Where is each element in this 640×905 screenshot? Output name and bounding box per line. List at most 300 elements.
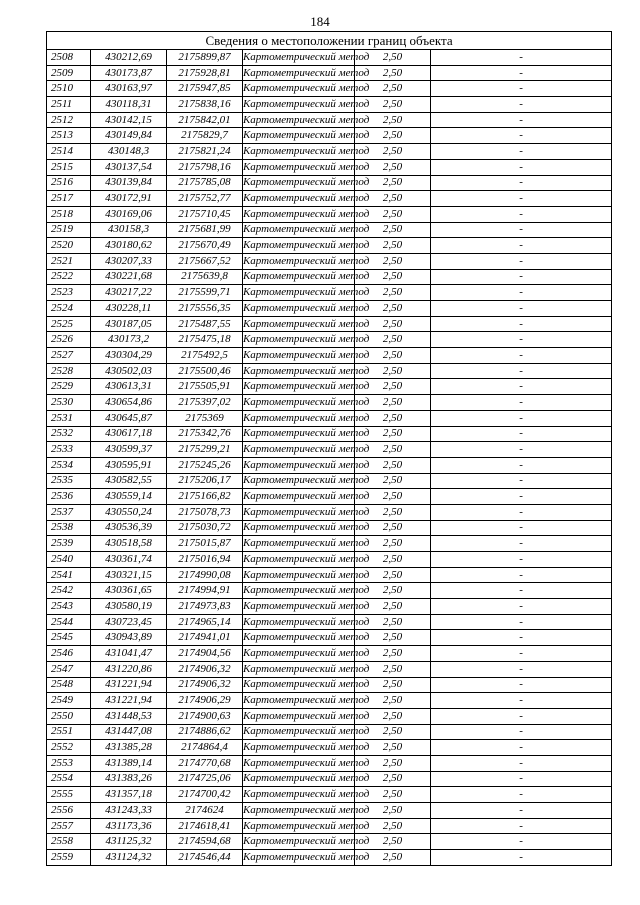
description-cell: - — [431, 646, 612, 662]
table-row — [47, 599, 612, 615]
description-cell: - — [431, 175, 612, 191]
y-coordinate-cell: 2174990,08 — [167, 567, 243, 583]
x-coordinate-cell: 430645,87 — [91, 410, 167, 426]
table-row — [47, 552, 612, 568]
description-cell: - — [431, 724, 612, 740]
accuracy-cell: 2,50 — [355, 787, 431, 803]
table-row — [47, 787, 612, 803]
accuracy-cell: 2,50 — [355, 175, 431, 191]
point-number-cell: 2552 — [47, 740, 91, 756]
y-coordinate-cell: 2175599,71 — [167, 285, 243, 301]
description-cell: - — [431, 614, 612, 630]
accuracy-cell: 2,50 — [355, 222, 431, 238]
accuracy-cell: 2,50 — [355, 50, 431, 66]
y-coordinate-cell: 2175166,82 — [167, 489, 243, 505]
table-row — [47, 457, 612, 473]
table-row — [47, 50, 612, 66]
method-cell: Картометрический метод — [243, 504, 355, 520]
x-coordinate-cell: 431041,47 — [91, 646, 167, 662]
description-cell: - — [431, 787, 612, 803]
method-cell: Картометрический метод — [243, 253, 355, 269]
y-coordinate-cell: 2174624 — [167, 803, 243, 819]
x-coordinate-cell: 430228,11 — [91, 301, 167, 317]
method-cell: Картометрический метод — [243, 301, 355, 317]
table-row — [47, 175, 612, 191]
method-cell: Картометрический метод — [243, 850, 355, 866]
y-coordinate-cell: 2175899,87 — [167, 50, 243, 66]
y-coordinate-cell: 2175838,16 — [167, 97, 243, 113]
table-row — [47, 301, 612, 317]
y-coordinate-cell: 2174973,83 — [167, 599, 243, 615]
y-coordinate-cell: 2175928,81 — [167, 65, 243, 81]
x-coordinate-cell: 430617,18 — [91, 426, 167, 442]
table-row — [47, 489, 612, 505]
point-number-cell: 2533 — [47, 442, 91, 458]
description-cell: - — [431, 269, 612, 285]
x-coordinate-cell: 431173,36 — [91, 818, 167, 834]
x-coordinate-cell: 430118,31 — [91, 97, 167, 113]
point-number-cell: 2509 — [47, 65, 91, 81]
table-row — [47, 379, 612, 395]
x-coordinate-cell: 430550,24 — [91, 504, 167, 520]
method-cell: Картометрический метод — [243, 50, 355, 66]
description-cell: - — [431, 426, 612, 442]
point-number-cell: 2508 — [47, 50, 91, 66]
y-coordinate-cell: 2174886,62 — [167, 724, 243, 740]
point-number-cell: 2541 — [47, 567, 91, 583]
table-row — [47, 191, 612, 207]
point-number-cell: 2540 — [47, 552, 91, 568]
x-coordinate-cell: 431125,32 — [91, 834, 167, 850]
point-number-cell: 2516 — [47, 175, 91, 191]
description-cell: - — [431, 473, 612, 489]
table-row — [47, 708, 612, 724]
accuracy-cell: 2,50 — [355, 583, 431, 599]
description-cell: - — [431, 457, 612, 473]
method-cell: Картометрический метод — [243, 457, 355, 473]
method-cell: Картометрический метод — [243, 410, 355, 426]
y-coordinate-cell: 2175947,85 — [167, 81, 243, 97]
x-coordinate-cell: 430180,62 — [91, 238, 167, 254]
page-number: 184 — [310, 14, 330, 29]
description-cell: - — [431, 520, 612, 536]
y-coordinate-cell: 2174864,4 — [167, 740, 243, 756]
point-number-cell: 2548 — [47, 677, 91, 693]
description-cell: - — [431, 348, 612, 364]
accuracy-cell: 2,50 — [355, 206, 431, 222]
table-row — [47, 693, 612, 709]
point-number-cell: 2518 — [47, 206, 91, 222]
description-cell: - — [431, 159, 612, 175]
description-cell: - — [431, 677, 612, 693]
method-cell: Картометрический метод — [243, 81, 355, 97]
table-row — [47, 442, 612, 458]
table-row — [47, 850, 612, 866]
point-number-cell: 2523 — [47, 285, 91, 301]
description-cell: - — [431, 301, 612, 317]
method-cell: Картометрический метод — [243, 583, 355, 599]
table-row — [47, 834, 612, 850]
method-cell: Картометрический метод — [243, 599, 355, 615]
method-cell: Картометрический метод — [243, 755, 355, 771]
point-number-cell: 2521 — [47, 253, 91, 269]
table-row — [47, 238, 612, 254]
y-coordinate-cell: 2174618,41 — [167, 818, 243, 834]
method-cell: Картометрический метод — [243, 489, 355, 505]
method-cell: Картометрический метод — [243, 363, 355, 379]
description-cell: - — [431, 504, 612, 520]
method-cell: Картометрический метод — [243, 238, 355, 254]
x-coordinate-cell: 430169,06 — [91, 206, 167, 222]
point-number-cell: 2544 — [47, 614, 91, 630]
x-coordinate-cell: 430217,22 — [91, 285, 167, 301]
accuracy-cell: 2,50 — [355, 112, 431, 128]
method-cell: Картометрический метод — [243, 818, 355, 834]
y-coordinate-cell: 2174906,32 — [167, 677, 243, 693]
method-cell: Картометрический метод — [243, 379, 355, 395]
table-row — [47, 677, 612, 693]
point-number-cell: 2524 — [47, 301, 91, 317]
table-row — [47, 410, 612, 426]
x-coordinate-cell: 430137,54 — [91, 159, 167, 175]
point-number-cell: 2543 — [47, 599, 91, 615]
description-cell: - — [431, 630, 612, 646]
accuracy-cell: 2,50 — [355, 159, 431, 175]
accuracy-cell: 2,50 — [355, 348, 431, 364]
x-coordinate-cell: 430163,97 — [91, 81, 167, 97]
point-number-cell: 2517 — [47, 191, 91, 207]
point-number-cell: 2514 — [47, 144, 91, 160]
table-title-row — [47, 32, 612, 50]
accuracy-cell: 2,50 — [355, 473, 431, 489]
x-coordinate-cell: 430580,19 — [91, 599, 167, 615]
description-cell: - — [431, 536, 612, 552]
accuracy-cell: 2,50 — [355, 708, 431, 724]
x-coordinate-cell: 430173,2 — [91, 332, 167, 348]
x-coordinate-cell: 431448,53 — [91, 708, 167, 724]
table-row — [47, 159, 612, 175]
point-number-cell: 2510 — [47, 81, 91, 97]
method-cell: Картометрический метод — [243, 834, 355, 850]
x-coordinate-cell: 431447,08 — [91, 724, 167, 740]
description-cell: - — [431, 552, 612, 568]
accuracy-cell: 2,50 — [355, 410, 431, 426]
y-coordinate-cell: 2175556,35 — [167, 301, 243, 317]
y-coordinate-cell: 2175397,02 — [167, 395, 243, 411]
y-coordinate-cell: 2174725,06 — [167, 771, 243, 787]
x-coordinate-cell: 431389,14 — [91, 755, 167, 771]
accuracy-cell: 2,50 — [355, 81, 431, 97]
point-number-cell: 2529 — [47, 379, 91, 395]
y-coordinate-cell: 2174965,14 — [167, 614, 243, 630]
accuracy-cell: 2,50 — [355, 301, 431, 317]
table-row — [47, 583, 612, 599]
point-number-cell: 2559 — [47, 850, 91, 866]
accuracy-cell: 2,50 — [355, 191, 431, 207]
description-cell: - — [431, 661, 612, 677]
method-cell: Картометрический метод — [243, 191, 355, 207]
x-coordinate-cell: 431243,33 — [91, 803, 167, 819]
y-coordinate-cell: 2174904,56 — [167, 646, 243, 662]
accuracy-cell: 2,50 — [355, 552, 431, 568]
x-coordinate-cell: 431221,94 — [91, 677, 167, 693]
method-cell: Картометрический метод — [243, 332, 355, 348]
description-cell: - — [431, 771, 612, 787]
x-coordinate-cell: 430207,33 — [91, 253, 167, 269]
description-cell: - — [431, 285, 612, 301]
method-cell: Картометрический метод — [243, 677, 355, 693]
accuracy-cell: 2,50 — [355, 803, 431, 819]
y-coordinate-cell: 2174906,32 — [167, 661, 243, 677]
accuracy-cell: 2,50 — [355, 724, 431, 740]
accuracy-cell: 2,50 — [355, 599, 431, 615]
description-cell: - — [431, 50, 612, 66]
method-cell: Картометрический метод — [243, 222, 355, 238]
description-cell: - — [431, 206, 612, 222]
boundary-coordinates-table — [46, 31, 612, 866]
point-number-cell: 2553 — [47, 755, 91, 771]
accuracy-cell: 2,50 — [355, 316, 431, 332]
table-row — [47, 269, 612, 285]
method-cell: Картометрический метод — [243, 520, 355, 536]
accuracy-cell: 2,50 — [355, 520, 431, 536]
x-coordinate-cell: 430613,31 — [91, 379, 167, 395]
method-cell: Картометрический метод — [243, 693, 355, 709]
accuracy-cell: 2,50 — [355, 238, 431, 254]
x-coordinate-cell: 430599,37 — [91, 442, 167, 458]
y-coordinate-cell: 2175710,45 — [167, 206, 243, 222]
method-cell: Картометрический метод — [243, 395, 355, 411]
x-coordinate-cell: 430172,91 — [91, 191, 167, 207]
point-number-cell: 2556 — [47, 803, 91, 819]
method-cell: Картометрический метод — [243, 661, 355, 677]
description-cell: - — [431, 316, 612, 332]
accuracy-cell: 2,50 — [355, 504, 431, 520]
point-number-cell: 2531 — [47, 410, 91, 426]
x-coordinate-cell: 430361,65 — [91, 583, 167, 599]
x-coordinate-cell: 430518,58 — [91, 536, 167, 552]
y-coordinate-cell: 2175487,55 — [167, 316, 243, 332]
accuracy-cell: 2,50 — [355, 755, 431, 771]
accuracy-cell: 2,50 — [355, 850, 431, 866]
table-row — [47, 426, 612, 442]
table-row — [47, 630, 612, 646]
y-coordinate-cell: 2175821,24 — [167, 144, 243, 160]
method-cell: Картометрический метод — [243, 771, 355, 787]
x-coordinate-cell: 430582,55 — [91, 473, 167, 489]
point-number-cell: 2551 — [47, 724, 91, 740]
x-coordinate-cell: 430536,39 — [91, 520, 167, 536]
description-cell: - — [431, 97, 612, 113]
method-cell: Картометрический метод — [243, 316, 355, 332]
accuracy-cell: 2,50 — [355, 144, 431, 160]
accuracy-cell: 2,50 — [355, 646, 431, 662]
method-cell: Картометрический метод — [243, 348, 355, 364]
description-cell: - — [431, 740, 612, 756]
x-coordinate-cell: 430595,91 — [91, 457, 167, 473]
method-cell: Картометрический метод — [243, 128, 355, 144]
point-number-cell: 2536 — [47, 489, 91, 505]
table-row — [47, 285, 612, 301]
description-cell: - — [431, 253, 612, 269]
x-coordinate-cell: 430361,74 — [91, 552, 167, 568]
y-coordinate-cell: 2174906,29 — [167, 693, 243, 709]
y-coordinate-cell: 2174700,42 — [167, 787, 243, 803]
y-coordinate-cell: 2175492,5 — [167, 348, 243, 364]
method-cell: Картометрический метод — [243, 567, 355, 583]
accuracy-cell: 2,50 — [355, 395, 431, 411]
table-row — [47, 771, 612, 787]
y-coordinate-cell: 2175369 — [167, 410, 243, 426]
description-cell: - — [431, 834, 612, 850]
accuracy-cell: 2,50 — [355, 677, 431, 693]
accuracy-cell: 2,50 — [355, 771, 431, 787]
y-coordinate-cell: 2175245,26 — [167, 457, 243, 473]
x-coordinate-cell: 431221,94 — [91, 693, 167, 709]
point-number-cell: 2511 — [47, 97, 91, 113]
y-coordinate-cell: 2175500,46 — [167, 363, 243, 379]
y-coordinate-cell: 2175639,8 — [167, 269, 243, 285]
x-coordinate-cell: 430502,03 — [91, 363, 167, 379]
accuracy-cell: 2,50 — [355, 536, 431, 552]
method-cell: Картометрический метод — [243, 144, 355, 160]
point-number-cell: 2550 — [47, 708, 91, 724]
description-cell: - — [431, 81, 612, 97]
table-row — [47, 520, 612, 536]
y-coordinate-cell: 2175681,99 — [167, 222, 243, 238]
y-coordinate-cell: 2175505,91 — [167, 379, 243, 395]
y-coordinate-cell: 2174994,91 — [167, 583, 243, 599]
x-coordinate-cell: 430559,14 — [91, 489, 167, 505]
table-row — [47, 316, 612, 332]
y-coordinate-cell: 2175015,87 — [167, 536, 243, 552]
point-number-cell: 2513 — [47, 128, 91, 144]
y-coordinate-cell: 2175475,18 — [167, 332, 243, 348]
x-coordinate-cell: 431220,86 — [91, 661, 167, 677]
y-coordinate-cell: 2175206,17 — [167, 473, 243, 489]
description-cell: - — [431, 222, 612, 238]
table-row — [47, 473, 612, 489]
accuracy-cell: 2,50 — [355, 269, 431, 285]
point-number-cell: 2527 — [47, 348, 91, 364]
method-cell: Картометрический метод — [243, 97, 355, 113]
accuracy-cell: 2,50 — [355, 97, 431, 113]
accuracy-cell: 2,50 — [355, 363, 431, 379]
y-coordinate-cell: 2175299,21 — [167, 442, 243, 458]
table-row — [47, 206, 612, 222]
table-row — [47, 504, 612, 520]
point-number-cell: 2532 — [47, 426, 91, 442]
description-cell: - — [431, 818, 612, 834]
table-row — [47, 818, 612, 834]
x-coordinate-cell: 431385,28 — [91, 740, 167, 756]
y-coordinate-cell: 2174546,44 — [167, 850, 243, 866]
x-coordinate-cell: 430654,86 — [91, 395, 167, 411]
accuracy-cell: 2,50 — [355, 426, 431, 442]
point-number-cell: 2538 — [47, 520, 91, 536]
point-number-cell: 2526 — [47, 332, 91, 348]
method-cell: Картометрический метод — [243, 630, 355, 646]
accuracy-cell: 2,50 — [355, 128, 431, 144]
point-number-cell: 2534 — [47, 457, 91, 473]
table-row — [47, 646, 612, 662]
description-cell: - — [431, 395, 612, 411]
x-coordinate-cell: 430149,84 — [91, 128, 167, 144]
description-cell: - — [431, 583, 612, 599]
x-coordinate-cell: 430142,15 — [91, 112, 167, 128]
y-coordinate-cell: 2175842,01 — [167, 112, 243, 128]
point-number-cell: 2547 — [47, 661, 91, 677]
accuracy-cell: 2,50 — [355, 457, 431, 473]
method-cell: Картометрический метод — [243, 285, 355, 301]
method-cell: Картометрический метод — [243, 442, 355, 458]
accuracy-cell: 2,50 — [355, 630, 431, 646]
table-row — [47, 755, 612, 771]
x-coordinate-cell: 430158,3 — [91, 222, 167, 238]
point-number-cell: 2545 — [47, 630, 91, 646]
table-row — [47, 128, 612, 144]
table-row — [47, 536, 612, 552]
point-number-cell: 2555 — [47, 787, 91, 803]
description-cell: - — [431, 599, 612, 615]
y-coordinate-cell: 2175829,7 — [167, 128, 243, 144]
table-row — [47, 395, 612, 411]
x-coordinate-cell: 430723,45 — [91, 614, 167, 630]
accuracy-cell: 2,50 — [355, 740, 431, 756]
table-body — [47, 50, 612, 866]
table-row — [47, 112, 612, 128]
description-cell: - — [431, 850, 612, 866]
y-coordinate-cell: 2174770,68 — [167, 755, 243, 771]
method-cell: Картометрический метод — [243, 787, 355, 803]
method-cell: Картометрический метод — [243, 614, 355, 630]
table-row — [47, 222, 612, 238]
x-coordinate-cell: 431357,18 — [91, 787, 167, 803]
table-row — [47, 567, 612, 583]
description-cell: - — [431, 803, 612, 819]
point-number-cell: 2535 — [47, 473, 91, 489]
accuracy-cell: 2,50 — [355, 332, 431, 348]
x-coordinate-cell: 430187,05 — [91, 316, 167, 332]
point-number-cell: 2558 — [47, 834, 91, 850]
description-cell: - — [431, 489, 612, 505]
description-cell: - — [431, 442, 612, 458]
method-cell: Картометрический метод — [243, 536, 355, 552]
accuracy-cell: 2,50 — [355, 489, 431, 505]
accuracy-cell: 2,50 — [355, 285, 431, 301]
y-coordinate-cell: 2175078,73 — [167, 504, 243, 520]
method-cell: Картометрический метод — [243, 112, 355, 128]
method-cell: Картометрический метод — [243, 426, 355, 442]
description-cell: - — [431, 112, 612, 128]
point-number-cell: 2546 — [47, 646, 91, 662]
description-cell: - — [431, 693, 612, 709]
accuracy-cell: 2,50 — [355, 834, 431, 850]
description-cell: - — [431, 144, 612, 160]
description-cell: - — [431, 410, 612, 426]
table-row — [47, 332, 612, 348]
table-row — [47, 614, 612, 630]
description-cell: - — [431, 128, 612, 144]
accuracy-cell: 2,50 — [355, 253, 431, 269]
accuracy-cell: 2,50 — [355, 65, 431, 81]
accuracy-cell: 2,50 — [355, 567, 431, 583]
y-coordinate-cell: 2175667,52 — [167, 253, 243, 269]
accuracy-cell: 2,50 — [355, 693, 431, 709]
table-row — [47, 144, 612, 160]
y-coordinate-cell: 2175798,16 — [167, 159, 243, 175]
method-cell: Картометрический метод — [243, 175, 355, 191]
